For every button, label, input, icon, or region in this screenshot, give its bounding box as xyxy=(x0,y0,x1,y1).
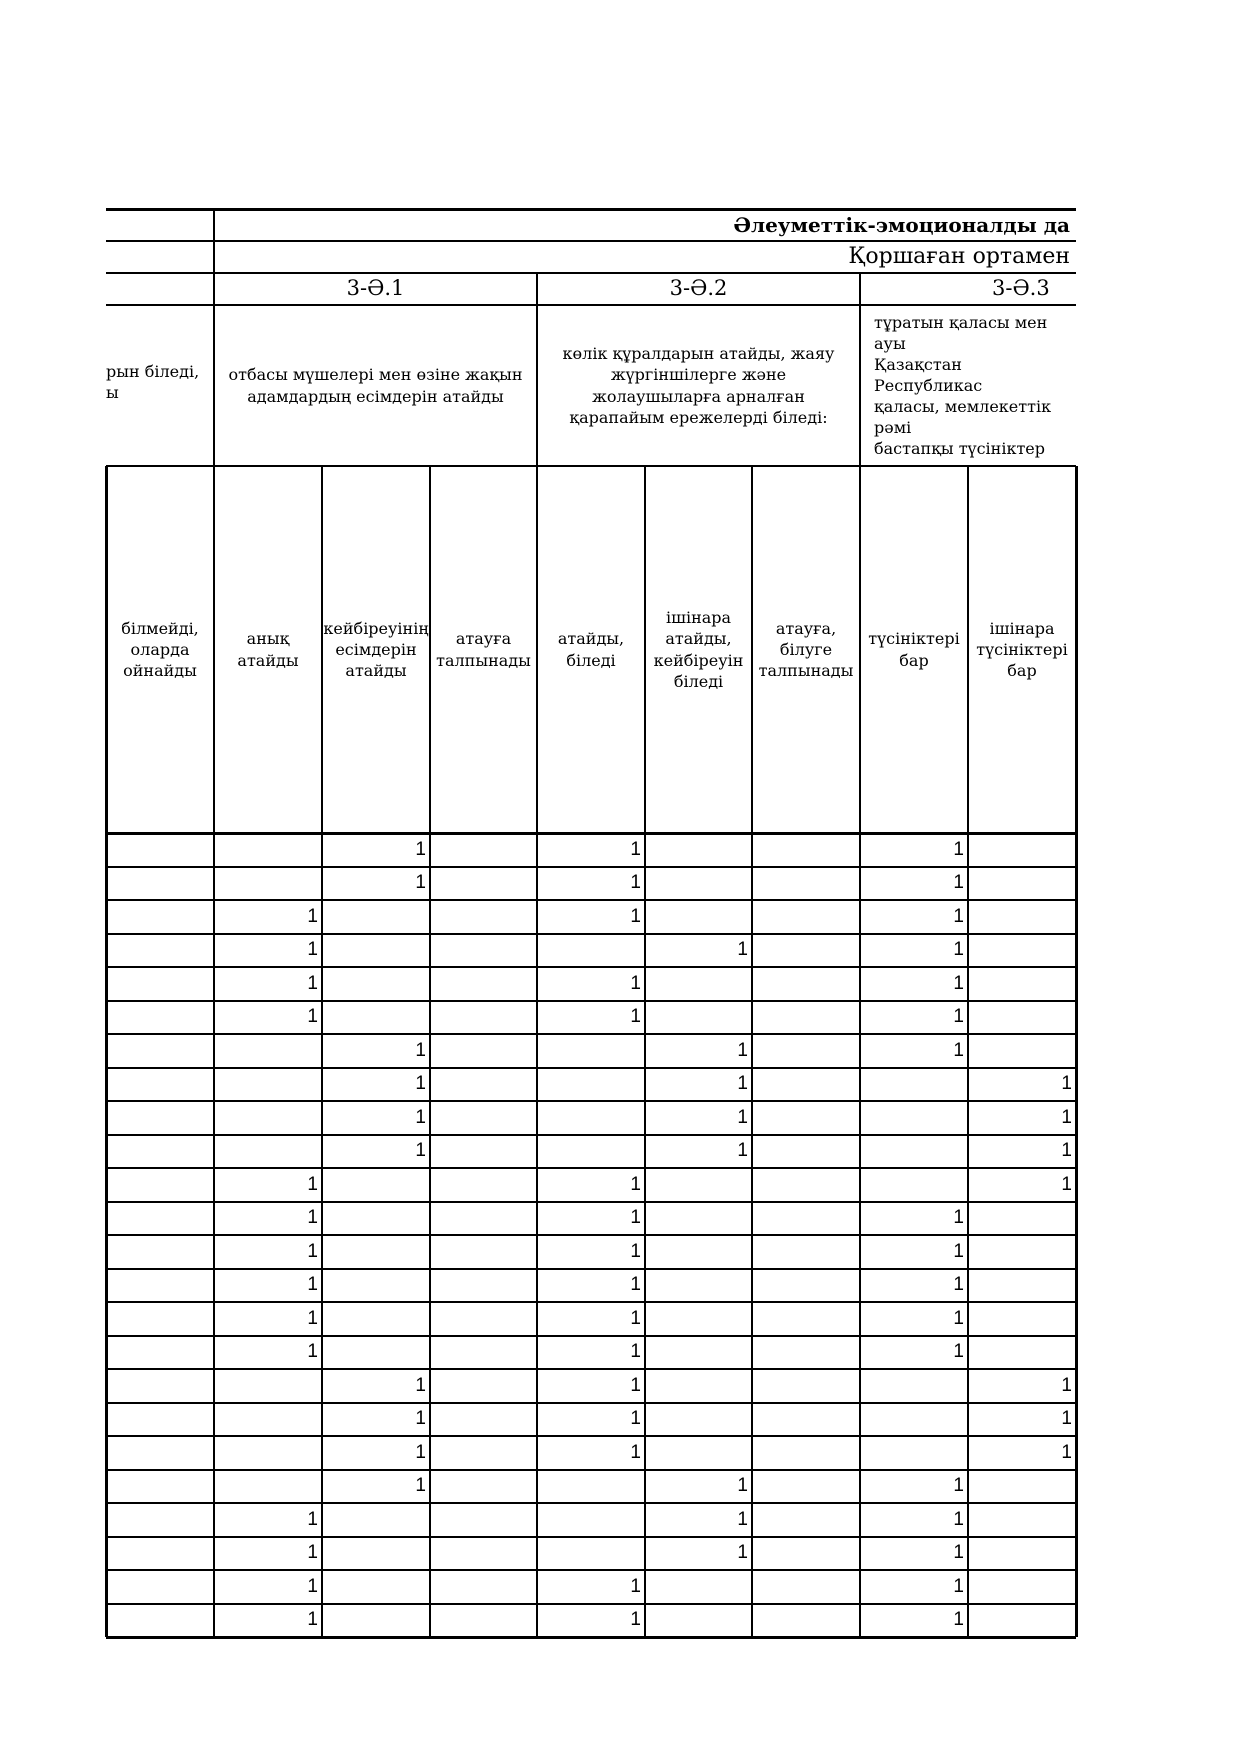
table-cell xyxy=(106,1336,214,1370)
table-cell xyxy=(752,1537,860,1571)
table-cell xyxy=(537,934,645,968)
table-cell xyxy=(860,1436,968,1470)
table-cell xyxy=(430,1135,537,1169)
table-cell xyxy=(214,1101,322,1135)
table-cell xyxy=(322,1269,430,1303)
table-cell xyxy=(106,1302,214,1336)
table-cell xyxy=(537,1503,645,1537)
table-cell: 1 xyxy=(1061,1408,1072,1430)
table-cell xyxy=(430,1269,537,1303)
table-cell xyxy=(322,1336,430,1370)
table-cell: 1 xyxy=(953,1341,964,1363)
table-cell xyxy=(214,867,322,901)
table-cell xyxy=(645,1570,752,1604)
table-cell: 1 xyxy=(415,1475,426,1497)
table-cell xyxy=(537,1034,645,1068)
table-cell xyxy=(968,967,1076,1001)
table-cell xyxy=(430,1202,537,1236)
column-label: атауға талпынады xyxy=(436,629,531,670)
table-cell: 1 xyxy=(953,1609,964,1631)
table-cell xyxy=(106,1034,214,1068)
table-cell: 1 xyxy=(630,1240,641,1262)
table-cell: 1 xyxy=(630,1575,641,1597)
table-cell xyxy=(860,1403,968,1437)
table-cell: 1 xyxy=(953,1508,964,1530)
table-cell: 1 xyxy=(630,1408,641,1430)
column-label: ішінара атайды, кейбіреуін біледі xyxy=(653,608,744,691)
table-cell: 1 xyxy=(307,1508,318,1530)
table-cell: 1 xyxy=(307,905,318,927)
table-cell xyxy=(968,900,1076,934)
table-cell xyxy=(106,1202,214,1236)
table-cell xyxy=(645,900,752,934)
sub-title: Қоршаған ортамен xyxy=(848,244,1070,270)
table-cell: 1 xyxy=(630,872,641,894)
table-cell xyxy=(860,1168,968,1202)
table-cell: 1 xyxy=(1061,1173,1072,1195)
table-cell xyxy=(106,900,214,934)
table-cell: 1 xyxy=(630,1274,641,1296)
section-title: Әлеуметтік-эмоционалды да xyxy=(733,212,1070,237)
table-cell: 1 xyxy=(415,872,426,894)
table-cell: 1 xyxy=(630,1307,641,1329)
indicator-code: 3-Ә.1 xyxy=(346,276,405,301)
table-cell xyxy=(322,1001,430,1035)
table-cell: 1 xyxy=(953,1542,964,1564)
table-cell xyxy=(106,934,214,968)
table-cell xyxy=(106,1168,214,1202)
table-cell xyxy=(752,1604,860,1638)
table-cell xyxy=(968,1302,1076,1336)
table-cell xyxy=(968,1604,1076,1638)
table-cell xyxy=(430,1235,537,1269)
table-cell xyxy=(430,1336,537,1370)
table-cell xyxy=(537,1101,645,1135)
table-cell xyxy=(968,1001,1076,1035)
indicator-description: рын біледі, ы xyxy=(106,362,200,403)
table-cell xyxy=(322,1604,430,1638)
table-cell xyxy=(430,1537,537,1571)
table-cell xyxy=(430,967,537,1001)
table-cell: 1 xyxy=(307,1307,318,1329)
table-cell xyxy=(752,967,860,1001)
table-cell xyxy=(430,1001,537,1035)
column-label: ішінара түсініктері бар xyxy=(976,618,1068,681)
table-cell xyxy=(430,1101,537,1135)
table-cell xyxy=(106,1403,214,1437)
table-cell xyxy=(752,1570,860,1604)
table-cell: 1 xyxy=(953,1039,964,1061)
indicator-description: отбасы мүшелері мен өзіне жақын адамдардың есімдерін атайды xyxy=(228,365,523,406)
table-cell: 1 xyxy=(1061,1374,1072,1396)
table-cell: 1 xyxy=(737,1073,748,1095)
table-cell xyxy=(537,1068,645,1102)
table-cell xyxy=(645,1168,752,1202)
table-cell: 1 xyxy=(307,1240,318,1262)
table-cell: 1 xyxy=(737,1508,748,1530)
table-cell xyxy=(968,1470,1076,1504)
table-cell: 1 xyxy=(953,972,964,994)
table-cell xyxy=(752,1269,860,1303)
table-cell xyxy=(106,1570,214,1604)
table-cell: 1 xyxy=(415,1441,426,1463)
table-cell xyxy=(106,867,214,901)
table-cell xyxy=(537,1537,645,1571)
column-label: кейбіреуінің есімдерін атайды xyxy=(323,618,429,681)
table-cell xyxy=(752,1302,860,1336)
table-cell xyxy=(106,1269,214,1303)
table-cell: 1 xyxy=(953,872,964,894)
table-cell: 1 xyxy=(630,905,641,927)
table-cell: 1 xyxy=(953,1274,964,1296)
table-cell: 1 xyxy=(953,1307,964,1329)
table-cell xyxy=(214,1369,322,1403)
table-cell xyxy=(106,1101,214,1135)
table-cell xyxy=(860,1068,968,1102)
table-cell: 1 xyxy=(415,1073,426,1095)
table-cell xyxy=(430,1168,537,1202)
table-cell: 1 xyxy=(737,1475,748,1497)
table-cell xyxy=(645,867,752,901)
table-cell: 1 xyxy=(415,1106,426,1128)
table-cell: 1 xyxy=(630,1006,641,1028)
table-cell xyxy=(968,1034,1076,1068)
table-cell: 1 xyxy=(307,1609,318,1631)
table-cell: 1 xyxy=(953,1475,964,1497)
table-cell xyxy=(106,1503,214,1537)
table-cell xyxy=(968,1537,1076,1571)
table-cell xyxy=(430,1604,537,1638)
table-cell: 1 xyxy=(307,1006,318,1028)
table-cell xyxy=(752,1034,860,1068)
table-cell: 1 xyxy=(630,1173,641,1195)
table-cell: 1 xyxy=(737,1542,748,1564)
table-cell xyxy=(645,1302,752,1336)
table-cell xyxy=(430,1403,537,1437)
table-cell xyxy=(430,1570,537,1604)
table-cell: 1 xyxy=(307,1542,318,1564)
table-cell xyxy=(430,1503,537,1537)
table-cell: 1 xyxy=(737,1039,748,1061)
table-cell xyxy=(214,1068,322,1102)
table-cell xyxy=(968,1235,1076,1269)
table-cell xyxy=(430,934,537,968)
table-cell xyxy=(645,967,752,1001)
column-label: анық атайды xyxy=(237,629,299,670)
table-cell xyxy=(430,900,537,934)
table-cell xyxy=(322,900,430,934)
table-cell xyxy=(322,967,430,1001)
table-cell xyxy=(968,1570,1076,1604)
table-cell xyxy=(752,1503,860,1537)
table-cell xyxy=(645,1336,752,1370)
table-cell xyxy=(430,1034,537,1068)
table-cell xyxy=(752,1135,860,1169)
table-cell: 1 xyxy=(1061,1106,1072,1128)
table-cell xyxy=(430,1436,537,1470)
table-cell xyxy=(106,1369,214,1403)
table-cell: 1 xyxy=(1061,1073,1072,1095)
table-cell xyxy=(106,833,214,867)
table-cell xyxy=(106,1470,214,1504)
table-cell xyxy=(106,1235,214,1269)
table-cell xyxy=(645,1269,752,1303)
table-cell xyxy=(968,867,1076,901)
table-cell: 1 xyxy=(1061,1140,1072,1162)
table-cell xyxy=(106,1001,214,1035)
table-cell xyxy=(645,1202,752,1236)
table-cell xyxy=(752,1403,860,1437)
indicator-code: 3-Ә.2 xyxy=(669,276,728,301)
table-cell xyxy=(752,1436,860,1470)
column-label: атайды, біледі xyxy=(557,629,625,670)
table-cell xyxy=(752,934,860,968)
table-cell xyxy=(322,1537,430,1571)
table-cell xyxy=(752,1369,860,1403)
table-cell: 1 xyxy=(415,1408,426,1430)
table-cell xyxy=(860,1135,968,1169)
table-cell xyxy=(430,1470,537,1504)
table-cell xyxy=(752,1202,860,1236)
table-cell xyxy=(214,833,322,867)
table-cell xyxy=(214,1470,322,1504)
table-cell: 1 xyxy=(630,1441,641,1463)
table-cell xyxy=(430,1302,537,1336)
table-cell xyxy=(645,1403,752,1437)
table-cell xyxy=(322,1302,430,1336)
table-cell: 1 xyxy=(415,1140,426,1162)
table-cell xyxy=(645,1604,752,1638)
table-cell xyxy=(645,833,752,867)
table-cell xyxy=(106,1436,214,1470)
table-cell xyxy=(645,1001,752,1035)
indicator-description: көлік құралдарын атайды, жаяу жүргіншілерге және жолаушыларға арналған қарапайым ережелерді біледі: xyxy=(562,344,835,427)
table-cell: 1 xyxy=(307,1274,318,1296)
table-cell xyxy=(752,1068,860,1102)
table-cell: 1 xyxy=(737,939,748,961)
table-cell xyxy=(968,1336,1076,1370)
table-cell xyxy=(752,900,860,934)
table-cell xyxy=(322,1202,430,1236)
table-cell: 1 xyxy=(630,1609,641,1631)
table-cell xyxy=(968,934,1076,968)
table-cell xyxy=(645,1436,752,1470)
table-cell xyxy=(430,1369,537,1403)
table-cell: 1 xyxy=(630,1207,641,1229)
table-cell xyxy=(968,1269,1076,1303)
table-cell: 1 xyxy=(307,1341,318,1363)
table-cell xyxy=(752,1235,860,1269)
indicator-code: 3-Ә.3 xyxy=(992,276,1050,301)
table-cell xyxy=(968,833,1076,867)
table-cell: 1 xyxy=(415,838,426,860)
table-cell: 1 xyxy=(737,1140,748,1162)
table-cell: 1 xyxy=(953,939,964,961)
table-cell xyxy=(106,967,214,1001)
column-label: білмейді, оларда ойнайды xyxy=(121,618,199,681)
table-cell xyxy=(430,833,537,867)
table-cell: 1 xyxy=(630,1374,641,1396)
table-cell xyxy=(860,1101,968,1135)
table-cell xyxy=(537,1135,645,1169)
table-cell: 1 xyxy=(953,838,964,860)
table-cell: 1 xyxy=(630,1341,641,1363)
column-label: атауға, білуге талпынады xyxy=(758,618,854,681)
table-cell xyxy=(752,1336,860,1370)
table-cell xyxy=(645,1235,752,1269)
table-cell: 1 xyxy=(307,1173,318,1195)
table-cell xyxy=(537,1470,645,1504)
table-cell xyxy=(106,1068,214,1102)
table-cell xyxy=(752,1101,860,1135)
table-cell: 1 xyxy=(630,838,641,860)
indicator-description: тұратын қаласы мен ауы Қазақстан Республикас қаласы, мемлекеттік рәмі бастапқы түсініктер xyxy=(874,312,1052,459)
table-cell xyxy=(430,1068,537,1102)
table-cell: 1 xyxy=(953,1240,964,1262)
table-cell xyxy=(106,1537,214,1571)
table-cell: 1 xyxy=(953,1006,964,1028)
table-cell xyxy=(322,1168,430,1202)
table-cell xyxy=(106,1135,214,1169)
table-cell xyxy=(322,1503,430,1537)
table-cell: 1 xyxy=(415,1374,426,1396)
table-cell xyxy=(860,1369,968,1403)
table-cell xyxy=(322,1570,430,1604)
table-cell xyxy=(968,1202,1076,1236)
table-cell: 1 xyxy=(1061,1441,1072,1463)
table-cell: 1 xyxy=(953,1207,964,1229)
table-cell xyxy=(214,1403,322,1437)
table-cell xyxy=(214,1436,322,1470)
table-cell: 1 xyxy=(415,1039,426,1061)
table-cell xyxy=(752,867,860,901)
table-cell: 1 xyxy=(307,972,318,994)
table-cell xyxy=(752,833,860,867)
table-cell xyxy=(430,867,537,901)
table-cell: 1 xyxy=(307,1207,318,1229)
table-cell xyxy=(322,934,430,968)
table-cell: 1 xyxy=(953,1575,964,1597)
table-cell xyxy=(214,1034,322,1068)
table-cell xyxy=(645,1369,752,1403)
column-label: түсініктері бар xyxy=(868,629,960,670)
table-cell xyxy=(752,1168,860,1202)
table-cell xyxy=(106,1604,214,1638)
table-cell: 1 xyxy=(307,939,318,961)
table-cell: 1 xyxy=(953,905,964,927)
table-cell xyxy=(214,1135,322,1169)
table-cell xyxy=(968,1503,1076,1537)
table-cell: 1 xyxy=(737,1106,748,1128)
table-cell: 1 xyxy=(630,972,641,994)
table-cell: 1 xyxy=(307,1575,318,1597)
table-cell xyxy=(752,1001,860,1035)
table-cell xyxy=(322,1235,430,1269)
table-cell xyxy=(752,1470,860,1504)
